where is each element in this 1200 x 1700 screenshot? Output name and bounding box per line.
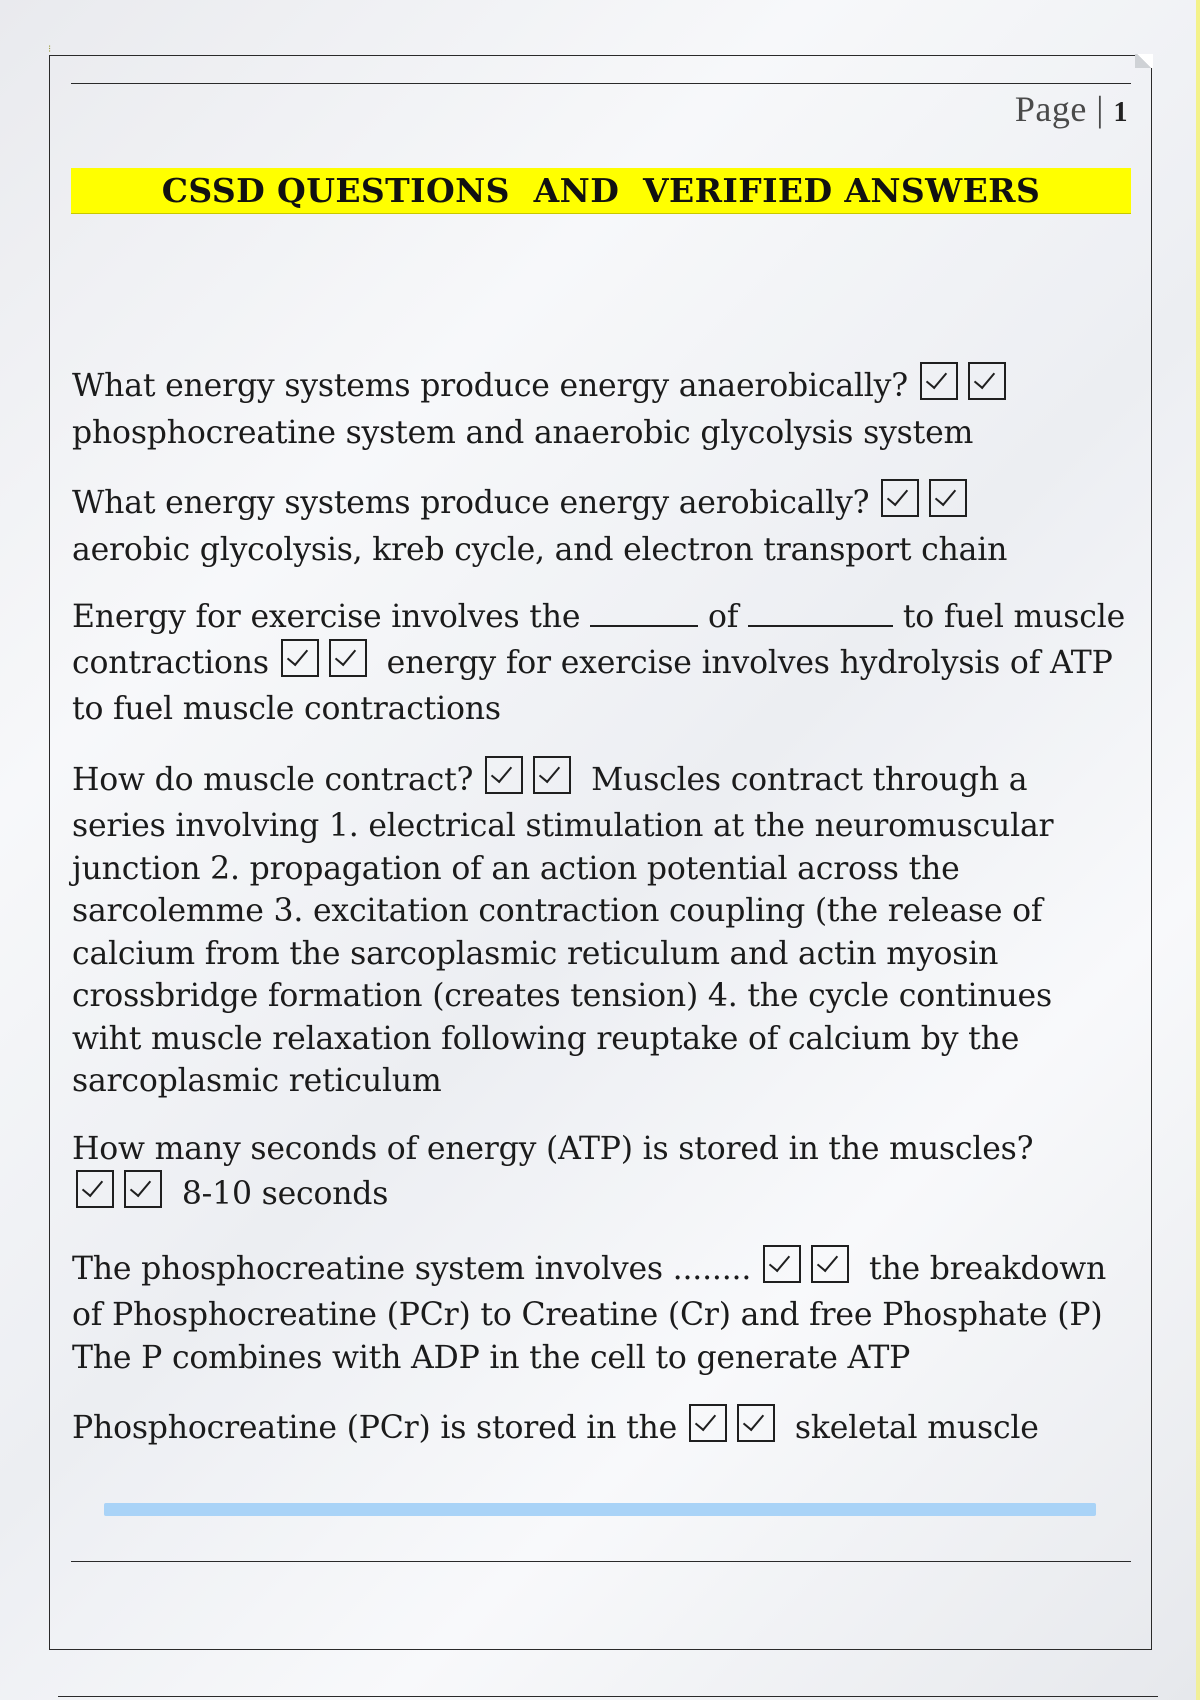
qa-item — [72, 1128, 1127, 1220]
page-bottom-rule — [58, 1696, 1158, 1697]
answer-checkboxes — [76, 1170, 162, 1220]
answer-checkboxes — [881, 479, 967, 529]
answer-text: Muscles contract through a series involving 1. electrical stimulation at the neuromuscular junction 2. propagation of an action potential across the sarcolemme 3. excitation contraction coupling (the release of calcium from the sarcoplasmic reticulum and actin myosin crossbridge formation (creates tension) 4. the cycle continues wiht muscle relaxation following reuptake of calcium by the sarcoplasmic reticulum — [72, 761, 1054, 1099]
qa-item — [72, 596, 1127, 731]
question-text: What energy systems produce energy aerobically? — [72, 485, 870, 521]
question-text-part: Energy for exercise involves the — [72, 599, 581, 635]
checkbox-checked-icon — [811, 1245, 849, 1283]
fill-blank — [590, 599, 698, 627]
title-banner — [71, 168, 1131, 214]
answer-text: 8-10 seconds — [181, 1176, 389, 1212]
answer-text: the breakdown of Phosphocreatine (PCr) to Creatine (Cr) and free Phosphate (P) The P combines with ADP in the cell to generate ATP — [72, 1250, 1107, 1376]
answer-checkboxes — [485, 756, 571, 806]
checkbox-checked-icon — [124, 1170, 162, 1208]
answer-text: energy for exercise involves hydrolysis of ATP to fuel muscle contractions — [72, 644, 1113, 727]
progress-bar — [104, 1503, 1096, 1516]
page-edge-highlight — [1196, 0, 1200, 1700]
page-number-value: 1 — [1113, 97, 1128, 128]
answer-checkboxes — [689, 1404, 775, 1454]
qa-item — [72, 756, 1127, 1103]
answer-checkboxes — [763, 1245, 849, 1295]
header-rule — [71, 83, 1131, 84]
question-text: The phosphocreatine system involves ........ — [72, 1250, 752, 1287]
footer-rule — [71, 1561, 1131, 1562]
checkbox-checked-icon — [968, 362, 1006, 400]
answer-text: aerobic glycolysis, kreb cycle, and electron transport chain — [72, 531, 1008, 568]
checkbox-checked-icon — [76, 1170, 114, 1208]
answer-checkboxes — [920, 362, 1006, 412]
qa-item — [72, 1245, 1127, 1380]
page-number — [1015, 88, 1128, 130]
answer-text: skeletal muscle — [794, 1410, 1039, 1446]
answer-checkboxes — [281, 639, 367, 689]
checkbox-checked-icon — [929, 479, 967, 517]
question-text-part: to fuel muscle contractions — [72, 599, 1126, 681]
document-title: CSSD QUESTIONS AND VERIFIED ANSWERS — [161, 171, 1041, 210]
qa-item — [72, 479, 1127, 571]
checkbox-checked-icon — [281, 639, 319, 677]
question-text: What energy systems produce energy anaerobically? — [72, 368, 908, 404]
question-text-part: of — [707, 599, 739, 635]
checkbox-checked-icon — [737, 1404, 775, 1442]
checkbox-checked-icon — [881, 479, 919, 517]
checkbox-checked-icon — [329, 639, 367, 677]
answer-text: phosphocreatine system and anaerobic glycolysis system — [72, 414, 974, 451]
checkbox-checked-icon — [920, 362, 958, 400]
question-text: How do muscle contract? — [72, 761, 474, 798]
checkbox-checked-icon — [485, 756, 523, 794]
page-label: Page | — [1014, 89, 1104, 129]
question-text: How many seconds of energy (ATP) is stored in the muscles? — [72, 1130, 1034, 1167]
fill-blank — [748, 599, 893, 627]
qa-item — [72, 1404, 1127, 1454]
qa-list — [72, 362, 1127, 1479]
qa-item — [72, 362, 1127, 454]
checkbox-checked-icon — [689, 1404, 727, 1442]
question-text: Phosphocreatine (PCr) is stored in the — [72, 1410, 678, 1446]
page-fold-corner — [1135, 54, 1153, 68]
corner-mark: ⁝ — [48, 44, 52, 55]
checkbox-checked-icon — [763, 1245, 801, 1283]
checkbox-checked-icon — [533, 756, 571, 794]
